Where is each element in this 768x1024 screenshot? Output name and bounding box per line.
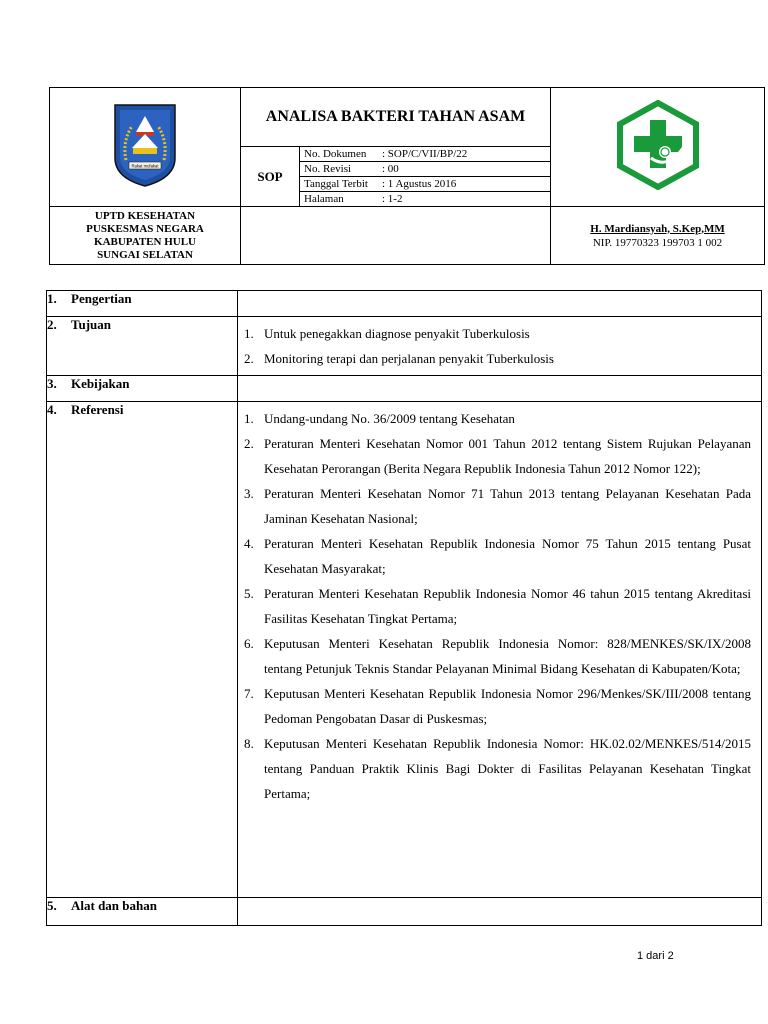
signatory-name: H. Mardiansyah, S.Kep,MM bbox=[590, 222, 725, 235]
list-item: 1. Undang-undang No. 36/2009 tentang Kesehatan bbox=[244, 411, 515, 426]
meta-row-dokumen: No. Dokumen : SOP/C/VII/BP/22 bbox=[300, 147, 550, 162]
document-title: ANALISA BAKTERI TAHAN ASAM bbox=[241, 88, 550, 147]
list-item: 7. Keputusan Menteri Kesehatan Republik Indonesia Nomor 296/Menkes/SK/III/2008 tentang Pedoman Pengobatan Dasar di Puskesmas; bbox=[244, 686, 751, 726]
section-tujuan: 2. Tujuan 1. Untuk penegakkan diagnose penyakit Tuberkulosis 2. Monitoring terapi dan perjalanan penyakit Tuberkulosis bbox=[47, 317, 762, 376]
list-item: 3. Peraturan Menteri Kesehatan Nomor 71 Tahun 2013 tentang Pelayanan Kesehatan Pada Jaminan Kesehatan Nasional; bbox=[244, 486, 751, 526]
sop-content-table bbox=[46, 290, 762, 926]
meta-row-terbit: Tanggal Terbit : 1 Agustus 2016 bbox=[300, 177, 550, 192]
meta-row-revisi: No. Revisi : 00 bbox=[300, 162, 550, 177]
puskesmas-logo-icon bbox=[615, 100, 701, 190]
sop-meta bbox=[300, 147, 550, 206]
list-item: 2. Monitoring terapi dan perjalanan penyakit Tuberkulosis bbox=[244, 351, 554, 366]
sop-header bbox=[49, 87, 765, 265]
list-item: 6. Keputusan Menteri Kesehatan Republik Indonesia Nomor: 828/MENKES/SK/IX/2008 tentang Petunjuk Teknis Standar Pelayanan Minimal Bidang Kesehatan di Kabupaten/Kota; bbox=[244, 636, 751, 676]
signatory-nip: NIP. 19770323 199703 1 002 bbox=[592, 236, 723, 249]
list-item: 2. Peraturan Menteri Kesehatan Nomor 001 Tahun 2012 tentang Sistem Rujukan Pelayanan Kesehatan Perorangan (Berita Negara Republik Indonesia Tahun 2012 Nomor 122); bbox=[244, 436, 751, 476]
section-label: Pengertian bbox=[71, 291, 132, 306]
list-item: 8. Keputusan Menteri Kesehatan Republik Indonesia Nomor: HK.02.02/MENKES/514/2015 tentang Panduan Praktik Klinis Bagi Dokter di Fasilitas Pelayanan Kesehatan Tingkat Pertama; bbox=[244, 736, 751, 801]
section-referensi: 4. Referensi 1. Undang-undang No. 36/2009 tentang Kesehatan 2. Peraturan Menteri Kesehatan Nomor 001 Tahun 2012 tentang Sistem Rujukan Pelayanan Kesehatan Perorangan (Berita Negara Republik Indonesia Tahun 2012 Nomor 122); 3. Peraturan Menteri Kesehatan Nomor 71 Tahun 2013 tentang Pelayanan Kesehatan Pada Jaminan Kesehatan Nasional; 4. Peraturan Menteri Kesehatan Republik Indonesia Nomor 75 Tahun 2015 tentang Pusat Kesehatan Masyarakat; 5. Peraturan Menteri Kesehatan Republik Indonesia Nomor 46 tahun 2015 tentang Akreditasi Fasilitas Kesehatan Tingkat Pertama; 6. Keputusan Menteri Kesehatan Republik Indonesia Nomor: 828/MENKES/SK/IX/2008 tentang Petunjuk Teknis Standar Pelayanan Minimal Bidang Kesehatan di Kabupaten/Kota; 7. Keputusan Menteri Kesehatan Republik Indonesia Nomor 296/Menkes/SK/III/2008 tentang Pedoman Pengobatan Dasar di Puskesmas; 8. Keputusan Menteri Kesehatan Republik Indonesia Nomor: HK.02.02/MENKES/514/2015 tentang Panduan Praktik Klinis Bagi Dokter di Fasilitas Pelayanan Kesehatan Tingkat Pertama; bbox=[47, 402, 762, 898]
puskesmas-logo-cell bbox=[551, 88, 765, 207]
list-item: 5. Peraturan Menteri Kesehatan Republik Indonesia Nomor 46 tahun 2015 tentang Akreditasi Fasilitas Kesehatan Tingkat Pertama; bbox=[244, 586, 751, 626]
section-pengertian: 1. Pengertian bbox=[47, 291, 762, 317]
institution-cell bbox=[50, 207, 241, 265]
regional-emblem-cell bbox=[50, 88, 241, 207]
section-kebijakan: 3. Kebijakan bbox=[47, 376, 762, 402]
page-number: 1 dari 2 bbox=[637, 950, 674, 962]
section-label: Kebijakan bbox=[71, 376, 130, 391]
title-cell bbox=[241, 88, 551, 207]
section-alat-bahan: 5. Alat dan bahan bbox=[47, 898, 762, 926]
emblem-motto: Rakat mufakat bbox=[131, 163, 159, 168]
section-label: Tujuan bbox=[71, 317, 111, 332]
sop-label: SOP bbox=[241, 147, 300, 206]
empty-cell bbox=[241, 207, 551, 265]
list-item: 4. Peraturan Menteri Kesehatan Republik Indonesia Nomor 75 Tahun 2015 tentang Pusat Kesehatan Masyarakat; bbox=[244, 536, 751, 576]
institution-line-4: SUNGAI SELATAN bbox=[97, 248, 193, 261]
section-label: Alat dan bahan bbox=[71, 898, 157, 913]
institution-line-2: PUSKESMAS NEGARA bbox=[86, 222, 204, 235]
institution-line-3: KABUPATEN HULU bbox=[94, 235, 196, 248]
regional-emblem-icon bbox=[112, 102, 178, 188]
institution-line-1: UPTD KESEHATAN bbox=[94, 209, 196, 222]
section-label: Referensi bbox=[71, 402, 124, 417]
signatory-cell bbox=[551, 207, 765, 265]
meta-row-halaman: Halaman : 1-2 bbox=[304, 193, 403, 205]
list-item: 1. Untuk penegakkan diagnose penyakit Tuberkulosis bbox=[244, 326, 530, 341]
